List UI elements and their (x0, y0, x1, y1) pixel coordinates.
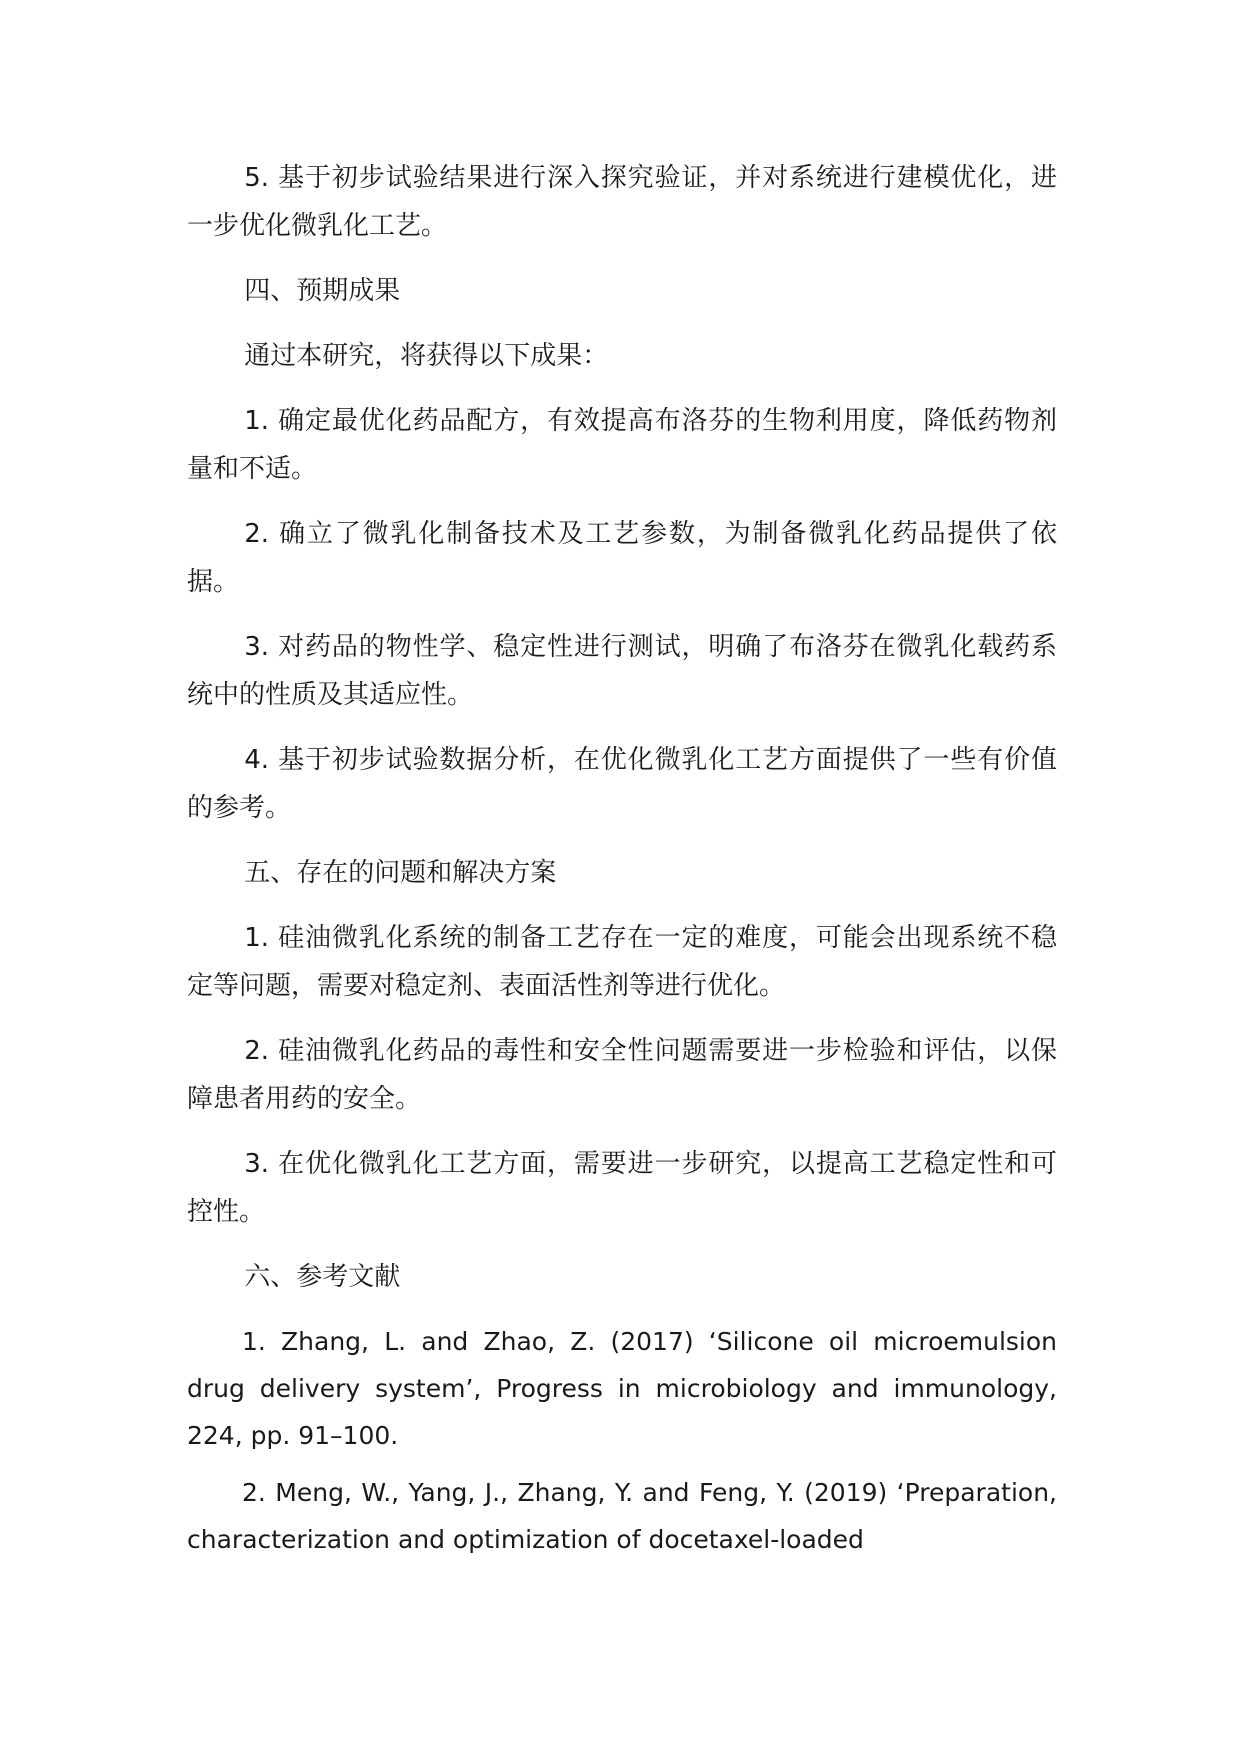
paragraph-result-4: 4. 基于初步试验数据分析，在优化微乳化工艺方面提供了一些有价值的参考。 (187, 745, 1057, 823)
paragraph-result-3: 3. 对药品的物性学、稳定性进行测试，明确了布洛芬在微乳化载药系统中的性质及其适应性。 (187, 632, 1057, 710)
section-heading-problems-solutions: 五、存在的问题和解决方案 (244, 858, 557, 888)
paragraph-problem-1: 1. 硅油微乳化系统的制备工艺存在一定的难度，可能会出现系统不稳定等问题，需要对稳定剂、表面活性剂等进行优化。 (187, 923, 1057, 1001)
paragraph-results-intro: 通过本研究，将获得以下成果： (244, 341, 609, 371)
paragraph-step-5: 5. 基于初步试验结果进行深入探究验证，并对系统进行建模优化，进一步优化微乳化工艺。 (187, 163, 1057, 241)
section-heading-expected-results: 四、预期成果 (244, 276, 401, 306)
section-heading-references: 六、参考文献 (244, 1262, 401, 1292)
paragraph-problem-2: 2. 硅油微乳化药品的毒性和安全性问题需要进一步检验和评估，以保障患者用药的安全。 (187, 1036, 1057, 1114)
document-body (187, 154, 1057, 1573)
paragraph-result-2: 2. 确立了微乳化制备技术及工艺参数，为制备微乳化药品提供了依据。 (187, 519, 1057, 597)
reference-1: 1. Zhang, L. and Zhao, Z. (2017) ‘Silicone oil microemulsion drug delivery system’, Progress in microbiology and immunology, 224, pp. 91–100. (187, 1327, 1057, 1450)
paragraph-result-1: 1. 确定最优化药品配方，有效提高布洛芬的生物利用度，降低药物剂量和不适。 (187, 406, 1057, 484)
reference-2: 2. Meng, W., Yang, J., Zhang, Y. and Feng, Y. (2019) ‘Preparation, characterization and optimization of docetaxel-loaded (187, 1478, 1057, 1554)
paragraph-problem-3: 3. 在优化微乳化工艺方面，需要进一步研究，以提高工艺稳定性和可控性。 (187, 1149, 1057, 1227)
